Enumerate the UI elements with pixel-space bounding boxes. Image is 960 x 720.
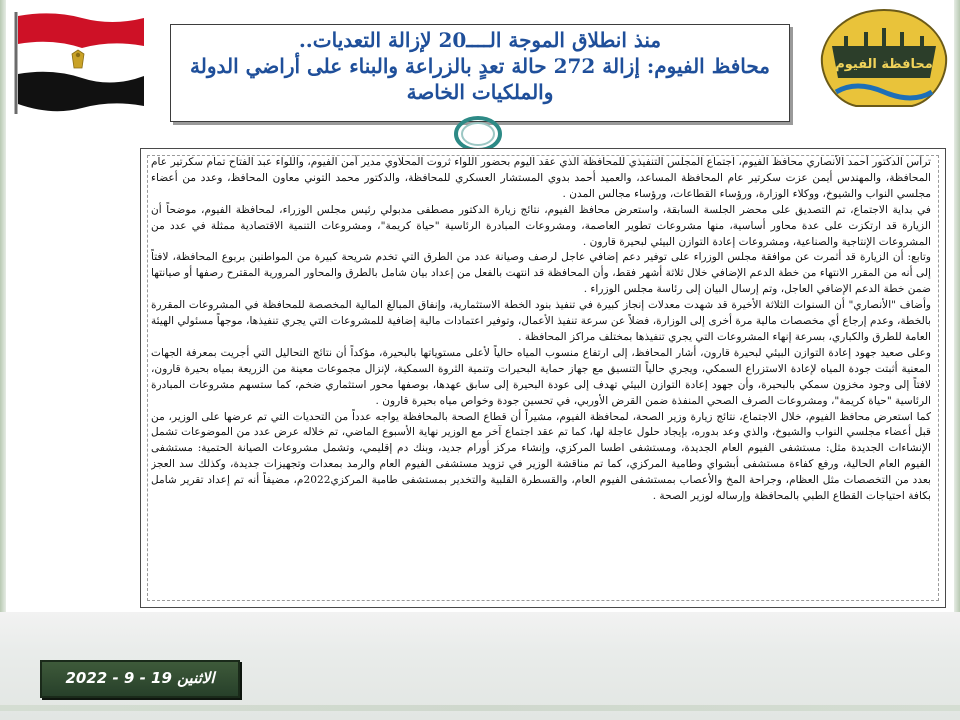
- article-paragraph: كما استعرض محافظ الفيوم، خلال الاجتماع، نتائج زيارة وزير الصحة، لمحافظة الفيوم، مشيراً أن قطاع الصحة بالمحافظة يواجه عدداً من التحديات التي تم عرضها على الوزير، من قبل أعضاء مجلسي النواب والشيوخ، والذي وعد بدوره، بإيجاد حلول عاجلة لها، كما تم عقد اجتماع آخر مع الوزير نهاية الأسبوع الماضي، تم خلاله عرض عدد من الموضوعات تشمل الإنشاءات الجديدة مثل: مستشفى الفيوم العام الجديدة، ومستشفى اطسا المركزي، وإنشاء مركز أورام جديد، وبنك دم إقليمي، وتشمل مشروعات الصيانة الحتمية: مستشفى الفيوم العام الحالية، ورفع كفاءة مستشفى أبشواي وطامية المركزي، كما تم مناقشة الوزير في تزويد مستشفى الفيوم العام والرمد بمعدات وتجهيزات جديدة، وكذلك سد العجز بعدد من التخصصات مثل العظام، وجراحة المخ والأعصاب بمستشفى الفيوم العام، والقسطرة القلبية والتخدير بمستشفى طامية المركزي2022م، مضيفاً أنه تم إعداد تقرير شامل بكافة احتياجات القطاع الطبي بالمحافظة وإرساله لوزير الصحة .: [151, 410, 931, 503]
- article-body-box: [140, 148, 946, 608]
- article-paragraph: وتابع: أن الزيارة قد أثمرت عن موافقة مجلس الوزراء على توفير دعم إضافي عاجل لرصف وصيانة عدد من الطرق التي تخدم شريحة كبيرة من المواطنين بربوع المحافظة، لافتاً إلى أنه من المقرر الانتهاء من خطة الدعم الإضافي خلال ثلاثة أشهر فقط، وأن المحافظة قد انتهت بالفعل من إعداد بيان شامل بالطرق والمحاور المرورية المقترح رصفها أو صيانتها ضمن خطة الدعم الإضافي العاجل، وتم إرسال البيان إلى رئاسة مجلس الوزراء .: [151, 251, 931, 296]
- headline-line-2: محافظ الفيوم: إزالة 272 حالة تعدٍ بالزراعة والبناء على أراضي الدولة: [190, 54, 770, 78]
- egypt-flag-icon: [12, 10, 146, 114]
- fayoum-governorate-logo: [816, 6, 952, 114]
- article-paragraph: ترأس الدكتور أحمد الأنصاري محافظ الفيوم، اجتماع المجلس التنفيذي للمحافظة الذي عقد اليوم بحضور اللواء ثروت المحلاوي مدير أمن الفيوم، واللواء عبد الفتاح تمام سكرتير عام المحافظة، والمهندس أيمن عزت سكرتير عام المحافظة المساعد، والعميد أحمد بدوي المستشار العسكري للمحافظة، والدكتور محمد التوني معاون المحافظ، وعدد من أعضاء مجلسي النواب والشيوخ، ووكلاء الوزارة، ورؤساء القطاعات، ورؤساء مجالس المدن .: [151, 156, 931, 200]
- headline-line-3: والملكيات الخاصة: [406, 80, 554, 104]
- logo-text: محافظة الفيوم: [835, 57, 933, 72]
- article-paragraph: في بداية الاجتماع، تم التصديق على محضر الجلسة السابقة، واستعرض محافظ الفيوم، نتائج زيارة الدكتور مصطفى مدبولي رئيس مجلس الوزراء، لمحافظة الفيوم، موضحاً أن الزيارة قد ارتكزت على عدة محاور أساسية، منها مشروعات تطوير العاصمة، ومشروعات المبادرة الرئاسية "حياة كريمة"، ومشروعات التنمية الاقتصادية ممثلة في عدد من المشروعات الإنتاجية والصناعية، ومشروعات إعادة التوازن البيئي لبحيرة قارون .: [151, 203, 931, 248]
- article-paragraph: وعلى صعيد جهود إعادة التوازن البيئي لبحيرة قارون، أشار المحافظ، إلى ارتفاع منسوب المياه حالياً لأعلى مستوياتها بالبحيرة، مؤكداً أن نتائج التحاليل التي أجريت بمعرفة الجهات المعنية أثبتت جودة المياه لإعادة الاستزراع السمكي، ويجري حالياً التنسيق مع جهاز حماية البحيرات وتنمية الثروة السمكية، لإنزال مجموعات معينة من الزريعة بمياه بحيرة قارون، لافتاً إلى وجود مخزون سمكي بالبحيرة، وأن جهود إعادة التوازن البيئي تهدف إلى عودة البحيرة إلى سابق عهدها، بوصفها محور استثماري ضخم، كما ستسهم مشروعات المبادرة الرئاسية "حياة كريمة"، ومشروعات الصرف الصحي المنفذة ضمن القرض الأوربي، في تحسين جودة وخواص مياه بحيرة قارون .: [151, 346, 931, 407]
- headline-box: [170, 24, 790, 122]
- headline-line-1: منذ انطلاق الموجة الــــ20 لإزالة التعديات..: [298, 28, 662, 52]
- article-body-text: [151, 155, 931, 603]
- bottom-line: [0, 705, 960, 711]
- date-text: الاثنين 19 - 9 - 2022: [65, 669, 215, 687]
- date-badge: [40, 660, 240, 698]
- article-paragraph: وأضاف "الأنصاري" أن السنوات الثلاثة الأخيرة قد شهدت معدلات إنجاز كبيرة في تنفيذ بنود الخطة الاستثمارية، وإنفاق المبالغ المالية المخصصة للمحافظة في المشروعات المقررة بالخطة، وعدم إرجاع أي مخصصات مالية مرة أخرى إلى الوزارة، فضلاً عن سرعة تنفيذ الأعمال، وتوفير اعتمادات مالية إضافية للمشروعات التي يجري تنفيذها، موجهاً مسئولي الهيئة العامة للطرق والكباري، بسرعة إنهاء المشروعات التي يجري تنفيذها بمختلف مراكز المحافظة .: [151, 299, 931, 343]
